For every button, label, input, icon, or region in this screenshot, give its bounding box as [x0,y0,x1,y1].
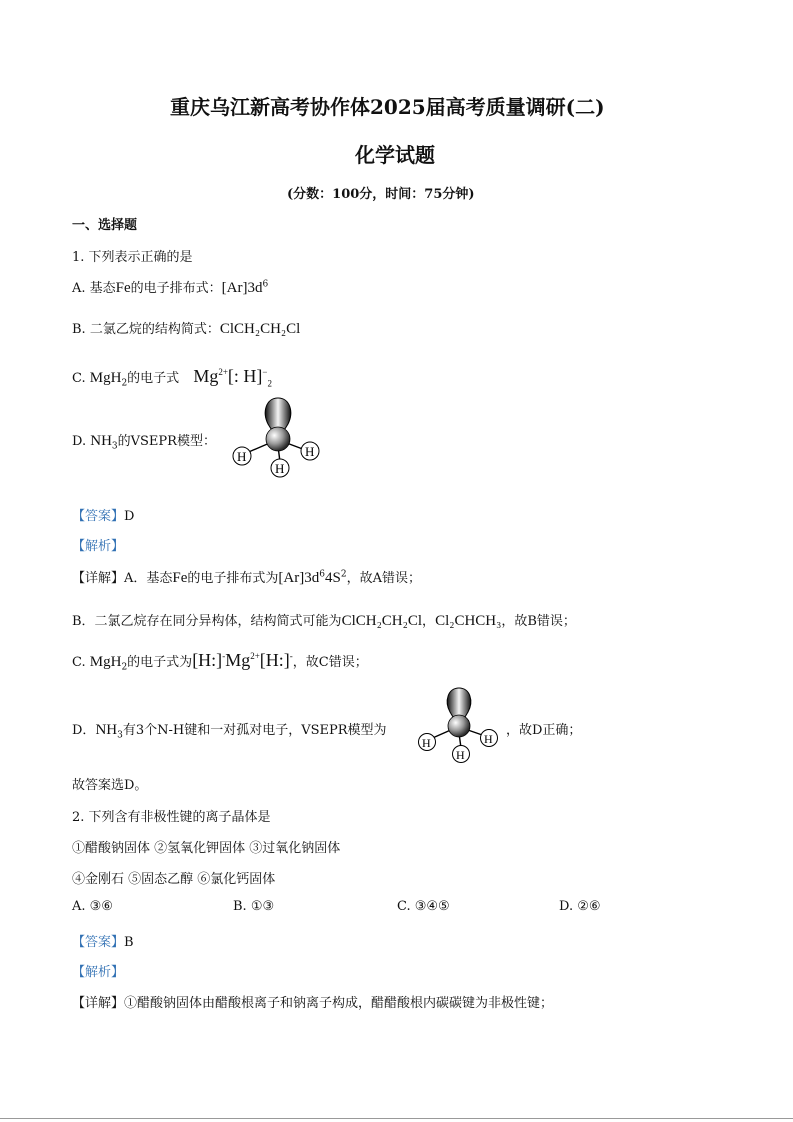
q1-conclusion: 故答案选D。 [72,778,148,793]
detail-a-text2: 的电子排布式为 [187,571,279,586]
q1-detail-c [72,650,368,673]
q1-answer [72,505,134,524]
h-atom-label: H [422,736,431,750]
page-footer-line [0,1118,793,1119]
answer-tag: 【答案】 [72,935,125,950]
option-b-formula: ClCH₂CH₂Cl [219,321,301,337]
detail-c-label: C. [72,655,86,670]
detail-b-formula1: ClCH₂CH₂Cl [341,613,423,629]
h-atom-label: H [456,748,465,762]
q2-option-d: D. ②⑥ [559,899,601,914]
q2-answer [72,931,134,950]
mg-ion: Mg [225,650,251,670]
detail-a-text3: ，故A错误； [346,571,421,586]
option-c-formula [193,366,272,389]
detail-c-text: 的电子式为 [127,655,193,670]
q1-option-d [72,430,216,452]
option-b-label: B. 二氯乙烷的结构简式： [72,322,220,337]
answer-value: B [124,935,134,950]
q2-items-line2: ④金刚石 ⑤固态乙醇 ⑥氯化钙固体 [72,872,276,887]
h-atom-label: H [305,444,315,459]
mgh2-sub: 2 [121,662,128,673]
h-charge: − [262,367,268,377]
answer-tag: 【答案】 [72,509,125,524]
h-atom-label: H [275,461,285,476]
q2-detail [72,992,553,1011]
h-atom-label: H [237,449,247,464]
option-d-label: D. [72,434,87,449]
q2-stem: 2. 下列含有非极性键的离子晶体是 [72,810,271,825]
option-c-text: 的电子式 [127,371,180,386]
detail-b-text2: ，故B错误； [501,614,576,629]
fe-symbol: Fe [172,570,188,586]
mgh2-sub: 2 [121,378,128,389]
vsepr-model-image [412,684,506,768]
detail-tag: 【详解】 [72,571,125,586]
mg-charge: 2+ [250,651,260,661]
detail-a-text1: A．基态 [124,571,173,586]
fe-symbol: Fe [115,280,131,296]
option-d-text: 的VSEPR模型： [117,434,216,449]
q2-items-line1: ①醋酸钠固体 ②氢氧化钾固体 ③过氧化钠固体 [72,841,341,856]
option-a-label: A. 基态 [72,281,116,296]
detail-tag: 【详解】 [72,996,125,1011]
detail-d-end: ，故D正确； [506,723,582,738]
option-c-label: C. [72,371,86,386]
answer-value: D [124,509,135,524]
detail-c-text3: ，故C错误； [292,655,368,670]
exam-title: 重庆乌江新高考协作体2025届高考质量调研(二) [170,95,605,119]
vsepr-model-image [228,394,328,480]
h-count: 2 [267,378,272,389]
q1-stem: 1. 下列表示正确的是 [72,250,193,265]
q1-option-c [72,366,272,389]
detail-a-sup2: 2 [340,569,347,580]
q1-detail-b [72,610,576,630]
detail-a-sup1: 6 [319,569,325,580]
q1-detail-a [72,567,421,587]
h-atom-label: H [484,732,493,746]
q1-analysis-tag: 【解析】 [72,539,125,554]
detail-d-label: D． [72,723,96,738]
detail-b-formula2: Cl₂CHCH₃ [435,613,502,629]
detail-a-formula: [Ar]3d [278,570,320,586]
detail-b-sep: ， [422,614,436,629]
nh3-sub: 3 [117,730,123,741]
detail-a-formula2: 4S [324,570,341,586]
mg-charge: 2+ [218,367,228,377]
exam-info: (分数：100分，时间：75分钟) [287,187,475,202]
detail-d-text: 有3个N-H键和一对孤对电子，VSEPR模型为 [122,723,387,738]
q1-option-a [72,277,268,297]
mgh2-symbol: MgH [89,654,122,670]
mgh2-symbol: MgH [89,370,122,386]
detail-c-formula [192,650,293,670]
q2-option-a: A. ③⑥ [72,899,113,914]
option-a-sup: 6 [262,279,269,290]
h-bracket: [: H] [227,366,263,386]
option-a-formula: [Ar]3d [221,280,263,296]
q1-detail-d [72,719,387,741]
q2-option-b: B. ①③ [233,899,275,914]
option-a-text: 的电子排布式： [130,281,222,296]
q1-option-b [72,318,300,338]
subject-title: 化学试题 [355,143,435,167]
detail-b-text1: B．二氯乙烷存在同分异构体，结构简式可能为 [72,614,342,629]
nh3-symbol: NH [90,433,112,449]
nh3-sub: 3 [111,441,118,452]
section-heading: 一、选择题 [72,218,138,233]
q2-analysis-tag: 【解析】 [72,965,125,980]
q2-option-c: C. ③④⑤ [397,899,450,914]
h-charge: - [289,651,293,661]
h-bracket: [H:] [259,650,290,670]
h-bracket: [H:] [192,650,223,670]
q2-detail-text: ①醋酸钠固体由醋酸根离子和钠离子构成，醋醋酸根内碳碳键为非极性键； [124,996,554,1011]
h-charge: - [222,651,226,661]
mg-ion: Mg [193,366,219,386]
nh3-symbol: NH [95,722,118,738]
